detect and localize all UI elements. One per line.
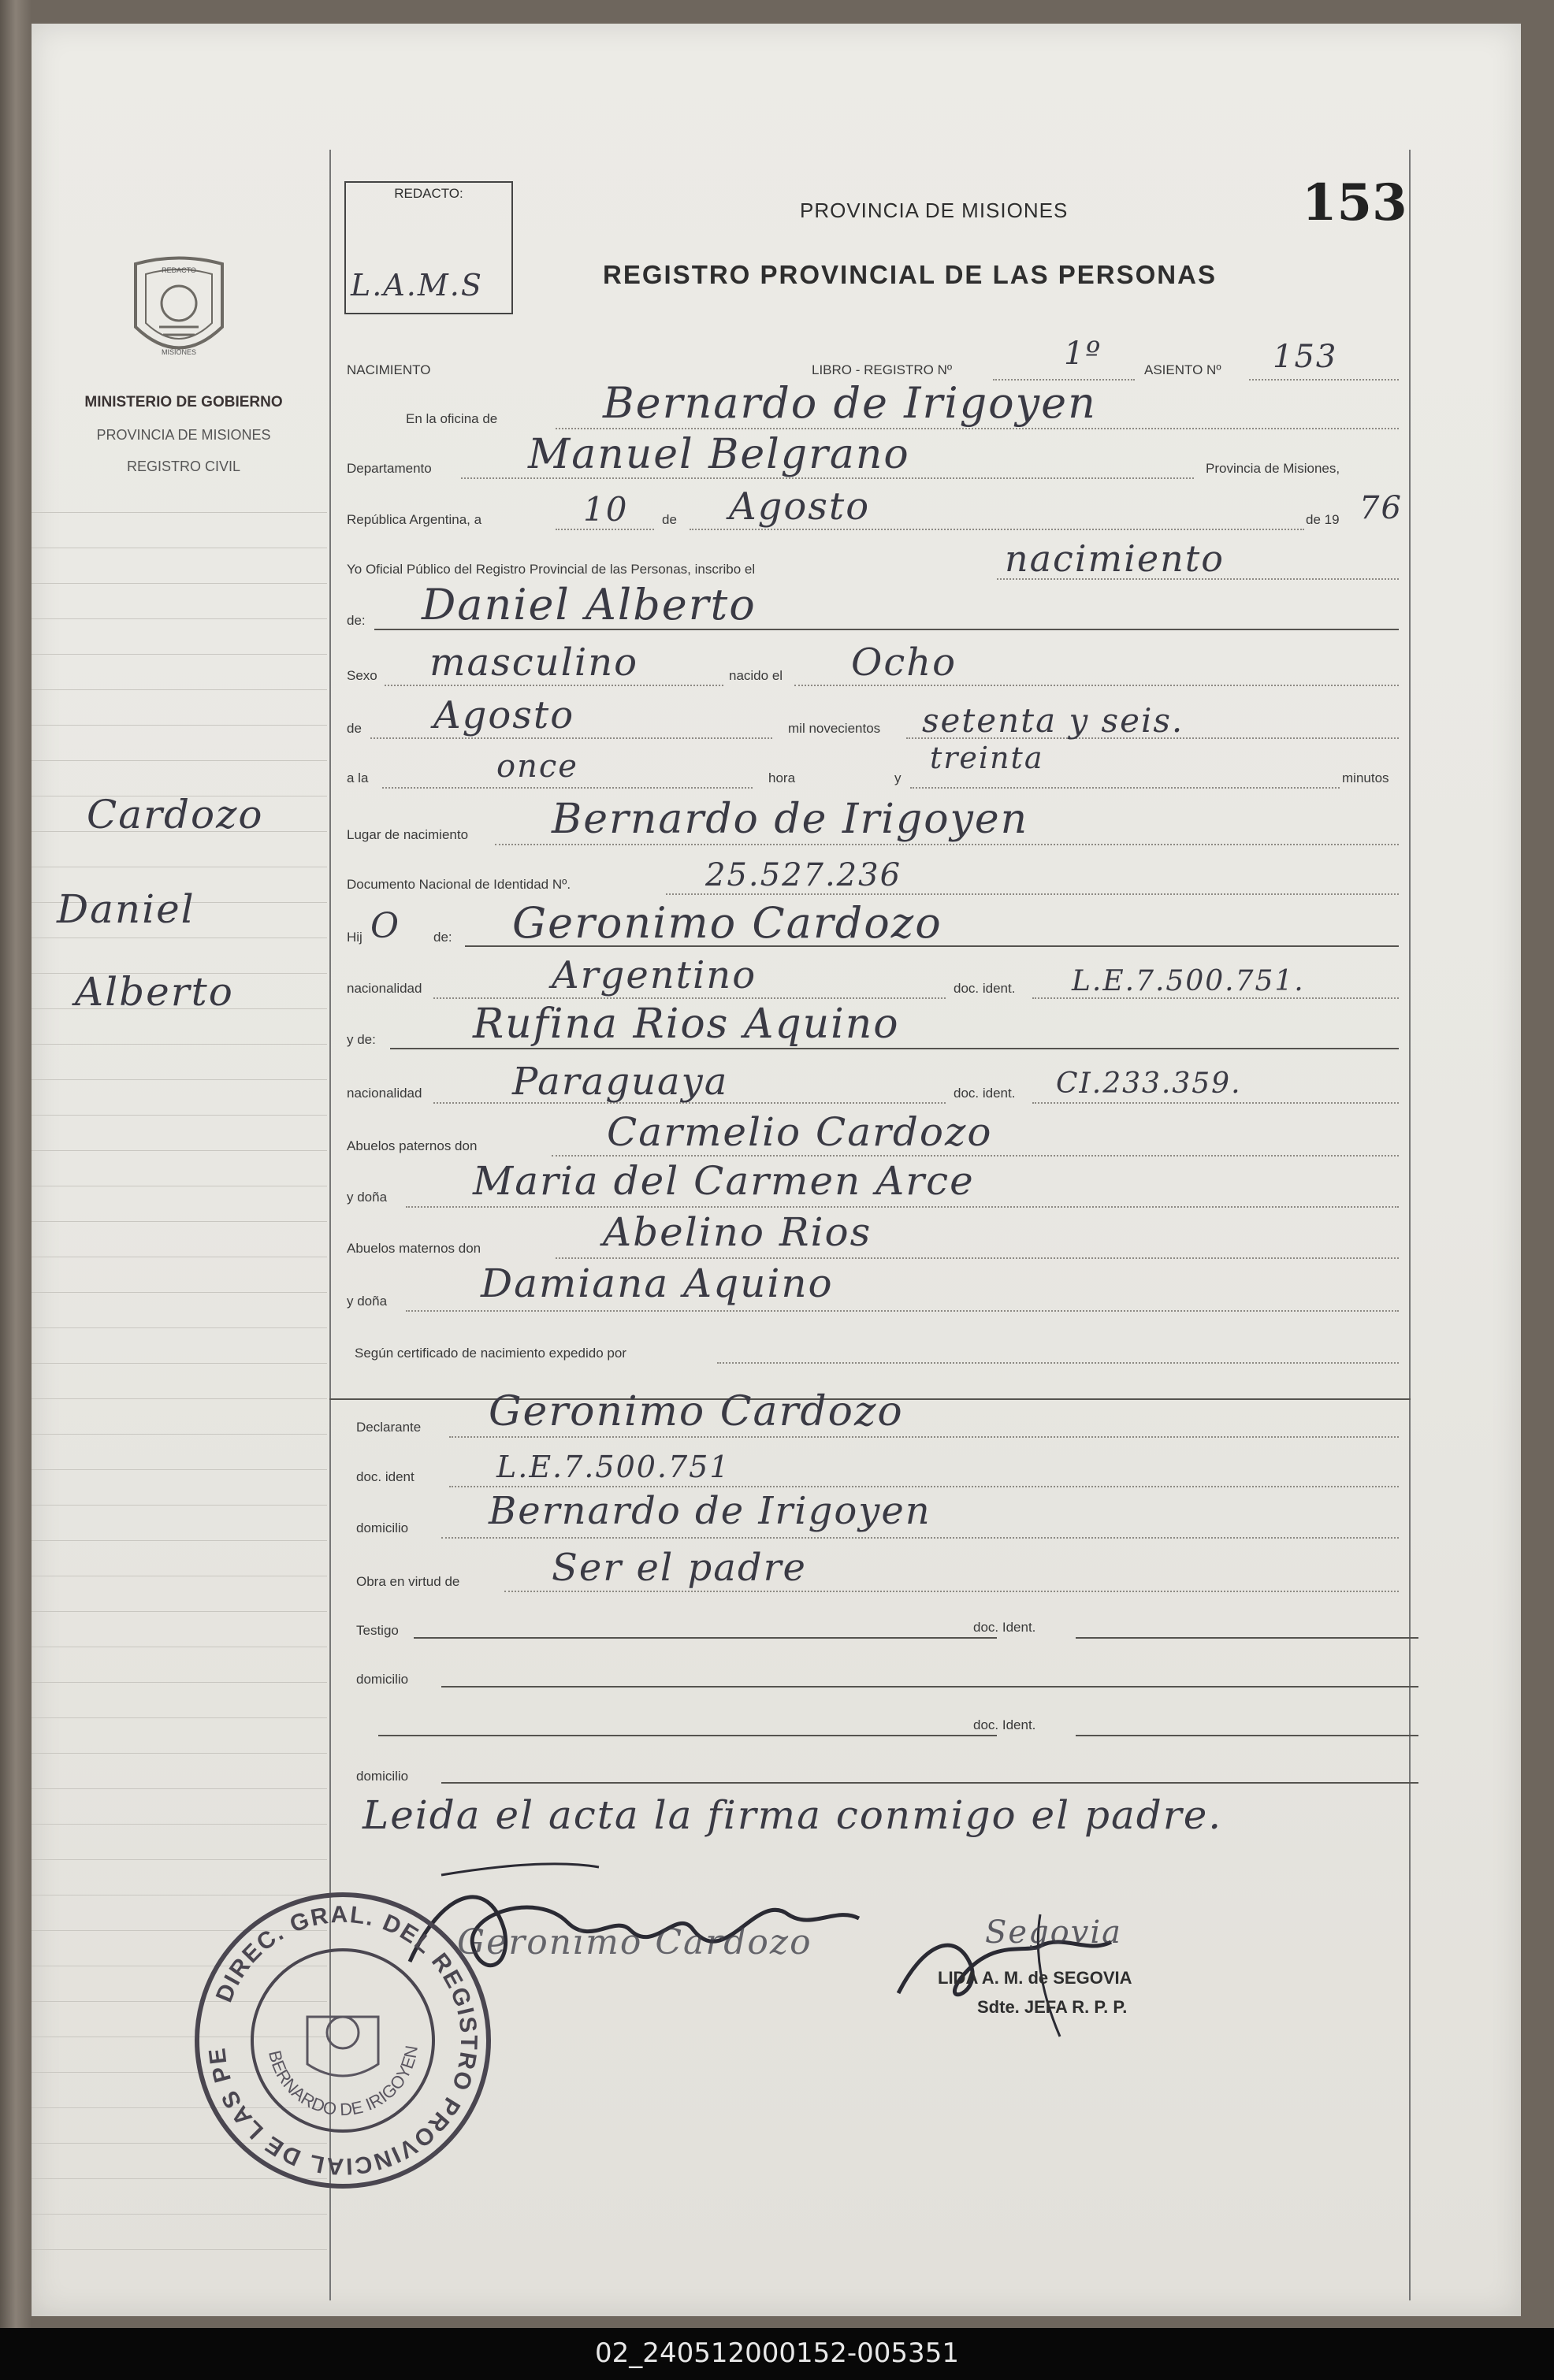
label-y-dona-materna: y doña	[347, 1294, 388, 1309]
value-abuelo-paterno: Carmelio Cardozo	[607, 1109, 993, 1155]
value-anio: 76	[1359, 490, 1403, 526]
value-departamento: Manuel Belgrano	[528, 431, 910, 478]
officer-title: Sdte. JEFA R. P. P.	[977, 1997, 1128, 2017]
label-libro: LIBRO - REGISTRO Nº	[812, 362, 953, 377]
value-minutos: treinta	[930, 741, 1044, 775]
label-documento: Documento Nacional de Identidad Nº.	[347, 877, 571, 892]
margin-note-surname: Cardozo	[87, 792, 264, 837]
footer-bar	[0, 2328, 1554, 2380]
officer-name: LIDA A. M. de SEGOVIA	[938, 1968, 1132, 1988]
label-provincia-misiones: Provincia de Misiones,	[1206, 461, 1340, 476]
coat-of-arms-seal	[124, 252, 234, 370]
label-de-mes: de	[347, 721, 362, 736]
value-padre-doc: L.E.7.500.751.	[1072, 965, 1305, 997]
value-abuela-materna: Damiana Aquino	[481, 1261, 834, 1306]
stamp-inner-text: BERNARDO DE IRIGOYEN	[265, 2044, 422, 2120]
label-declarante: Declarante	[356, 1420, 422, 1435]
label-y-de: y de:	[347, 1032, 376, 1047]
label-hora: hora	[768, 770, 796, 785]
redacto-label: REDACTO:	[394, 186, 463, 201]
seal-text-bottom: MISIONES	[161, 348, 196, 356]
value-lugar: Bernardo de Irigoyen	[552, 796, 1029, 843]
label-doc-ident-declarante: doc. ident	[356, 1469, 415, 1484]
value-madre-doc: CI.233.359.	[1056, 1067, 1242, 1100]
value-madre: Rufina Rios Aquino	[473, 1001, 900, 1048]
svg-text:BERNARDO DE IRIGOYEN	[265, 2044, 422, 2120]
value-inscribo: nacimiento	[1005, 537, 1225, 580]
value-abuelo-materno: Abelino Rios	[603, 1209, 872, 1255]
value-abuela-paterna: Maria del Carmen Arce	[473, 1158, 975, 1204]
label-doc-ident-padre: doc. ident.	[954, 981, 1016, 996]
label-abuelos-maternos: Abuelos maternos don	[347, 1241, 481, 1256]
label-nacionalidad-padre: nacionalidad	[347, 981, 422, 996]
label-nacimiento: NACIMIENTO	[347, 362, 431, 377]
value-hij-suffix: O	[370, 906, 401, 946]
ministry-label: MINISTERIO DE GOBIERNO	[84, 394, 283, 410]
value-mes: Agosto	[729, 485, 871, 529]
value-oficina: Bernardo de Irigoyen	[603, 378, 1097, 428]
civil-registry-label: REGISTRO CIVIL	[126, 459, 241, 474]
value-padre-nacionalidad: Argentino	[552, 953, 757, 997]
label-segun: Según certificado de nacimiento expedido por	[355, 1346, 626, 1361]
closing-statement: Leida el acta la firma conmigo el padre.	[362, 1792, 1223, 1838]
province-heading: PROVINCIA DE MISIONES	[800, 199, 1069, 222]
label-hij: Hij	[347, 930, 362, 945]
value-madre-nacionalidad: Paraguaya	[512, 1060, 729, 1104]
redacto-value: L.A.M.S	[351, 268, 483, 303]
redacto-box	[344, 181, 513, 314]
registry-title: REGISTRO PROVINCIAL DE LAS PERSONAS	[603, 260, 1217, 289]
label-sexo: Sexo	[347, 668, 377, 683]
label-y: y	[894, 770, 902, 785]
registry-stamp	[189, 1887, 496, 2194]
value-nacido-anio: setenta y seis.	[922, 701, 1184, 740]
label-de-padre: de:	[433, 930, 452, 945]
value-asiento: 153	[1273, 339, 1338, 375]
label-minutos: minutos	[1342, 770, 1389, 785]
label-asiento: ASIENTO Nº	[1144, 362, 1221, 377]
label-de-19: de 19	[1306, 512, 1340, 527]
margin-note-given-2: Alberto	[75, 969, 234, 1015]
value-dni: 25.527.236	[705, 857, 902, 893]
label-nacionalidad-madre: nacionalidad	[347, 1086, 422, 1101]
footer-id: 02_240512000152-005351	[595, 2337, 959, 2369]
label-doc-ident-testigo-2: doc. Ident.	[973, 1717, 1036, 1732]
label-yo-oficial: Yo Oficial Público del Registro Provincial de las Personas, inscribo el	[347, 562, 756, 577]
label-de-nombre: de:	[347, 613, 366, 628]
label-domicilio-testigo-2: domicilio	[356, 1769, 409, 1784]
seal-text-top: REDACTO	[162, 266, 196, 274]
form-right-border	[1409, 150, 1411, 2300]
label-testigo: Testigo	[356, 1623, 399, 1638]
document-page	[32, 24, 1521, 2316]
label-a-la: a la	[347, 770, 369, 785]
label-domicilio-testigo-1: domicilio	[356, 1672, 409, 1687]
value-hora: once	[496, 748, 578, 785]
province-label: PROVINCIA DE MISIONES	[96, 427, 271, 443]
value-sexo: masculino	[429, 640, 639, 685]
page-number: 153	[1302, 173, 1407, 232]
label-doc-ident-madre: doc. ident.	[954, 1086, 1016, 1101]
label-oficina: En la oficina de	[406, 411, 498, 426]
value-nombre: Daniel Alberto	[422, 580, 757, 629]
label-domicilio-declarante: domicilio	[356, 1520, 409, 1535]
value-nacido-dia: Ocho	[851, 640, 957, 685]
label-republica: República Argentina, a	[347, 512, 482, 527]
stamp-ring-text: DIREC. GRAL. DEL REGISTRO PROVINCIAL DE LAS PE	[203, 1901, 482, 2180]
label-abuelos-paternos: Abuelos paternos don	[347, 1138, 478, 1153]
value-padre: Geronimo Cardozo	[512, 898, 942, 948]
value-obra: Ser el padre	[552, 1546, 807, 1590]
label-mil: mil novecientos	[788, 721, 881, 736]
value-libro: 1º	[1064, 336, 1102, 372]
label-y-dona-paterna: y doña	[347, 1190, 388, 1205]
label-departamento: Departamento	[347, 461, 432, 476]
value-declarante-doc: L.E.7.500.751	[496, 1450, 731, 1484]
label-de: de	[662, 512, 677, 527]
value-declarante: Geronimo Cardozo	[489, 1388, 904, 1435]
value-declarante-domicilio: Bernardo de Irigoyen	[489, 1489, 931, 1533]
value-dia: 10	[583, 490, 629, 529]
label-doc-ident-testigo-1: doc. Ident.	[973, 1620, 1036, 1635]
right-signature-text: Segovia	[985, 1914, 1122, 1951]
left-signature-text: Geronimo Cardozo	[457, 1922, 812, 1962]
margin-note-given-1: Daniel	[57, 886, 195, 932]
label-obra: Obra en virtud de	[356, 1574, 460, 1589]
label-nacido: nacido el	[729, 668, 783, 683]
value-nacido-mes: Agosto	[433, 693, 575, 737]
label-lugar: Lugar de nacimiento	[347, 827, 469, 842]
